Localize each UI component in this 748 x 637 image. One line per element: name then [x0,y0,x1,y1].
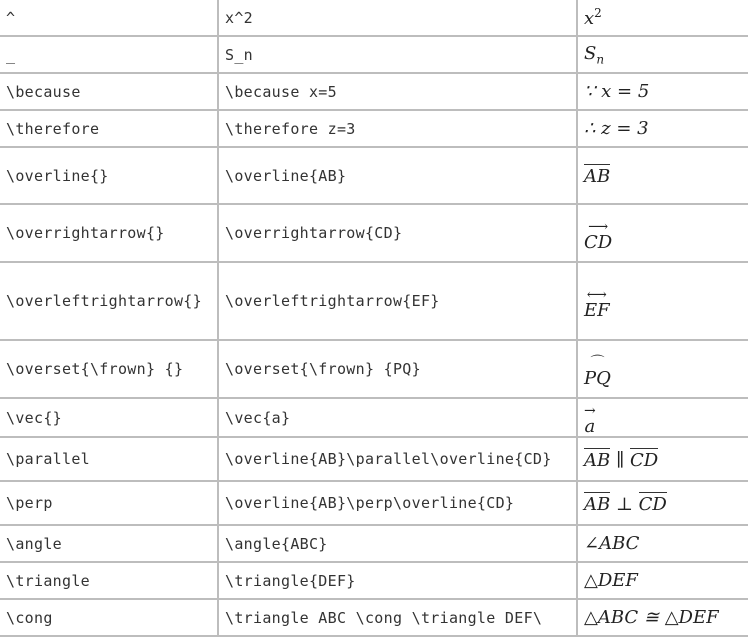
command-cell: \overrightarrow{} [0,205,217,261]
table-row [0,0,748,35]
command-cell: _ [0,37,217,72]
command-cell: \perp [0,482,217,524]
accent-mark: ⟶ [588,218,609,235]
example-code-cell: \overleftrightarrow{EF} [219,263,576,339]
rendered-result-cell [578,438,748,480]
rendered-result-cell [578,263,748,339]
table-row [0,263,748,339]
accent-mark: → [584,403,596,419]
example-code-cell: x^2 [219,0,576,35]
overlined-text: AB [584,493,611,515]
accented-text [584,220,612,252]
example-code-cell: \triangle ABC \cong \triangle DEF\ [219,600,576,635]
table-row [0,37,748,72]
command-cell: \triangle [0,563,217,598]
table-row [0,205,748,261]
rendered-result-cell [578,111,748,146]
accent-base: CD [584,231,613,253]
overlined-text: AB [584,449,611,471]
command-cell: \overline{} [0,148,217,203]
command-cell: ^ [0,0,217,35]
table-row [0,563,748,598]
command-cell: \overset{\frown} {} [0,341,217,397]
example-code-cell: \overline{AB} [219,148,576,203]
example-code-cell: \vec{a} [219,399,576,436]
math-text: ∴ z = 3 [584,118,649,139]
accented-text [584,404,596,436]
math-base: S [584,42,597,64]
math-subscript: n [596,52,605,67]
rendered-result-cell [578,148,748,203]
table-row [0,399,748,436]
rendered-result-cell [578,205,748,261]
math-text: △ABC ≅ △DEF [584,607,719,628]
rendered-result-cell [578,600,748,635]
command-cell: \vec{} [0,399,217,436]
overlined-text: CD [638,493,667,515]
rendered-result-cell [578,37,748,72]
example-code-cell: \because x=5 [219,74,576,109]
accent-base: a [584,416,596,436]
command-cell: \angle [0,526,217,561]
command-cell: \parallel [0,438,217,480]
rendered-result-cell [578,563,748,598]
table-row [0,74,748,109]
example-code-cell: \overrightarrow{CD} [219,205,576,261]
math-text: ∵ x = 5 [584,81,650,102]
example-code-cell: \triangle{DEF} [219,563,576,598]
rendered-result-cell [578,0,748,35]
accent-base: EF [584,299,610,321]
rendered-result-cell [578,526,748,561]
example-code-cell: \overset{\frown} {PQ} [219,341,576,397]
relation-operator: ∥ [610,449,630,471]
table-row [0,438,748,480]
example-code-cell: \overline{AB}\parallel\overline{CD} [219,438,576,480]
overlined-text: CD [630,449,659,471]
table-row [0,148,748,203]
table-row [0,111,748,146]
command-cell: \cong [0,600,217,635]
example-code-cell: \angle{ABC} [219,526,576,561]
math-text: △DEF [584,570,638,591]
table-row [0,600,748,635]
rendered-result-cell [578,341,748,397]
table-row [0,482,748,524]
table-row [0,341,748,397]
rendered-result-cell [578,482,748,524]
example-code-cell: S_n [219,37,576,72]
math-superscript: 2 [594,6,602,20]
table-row [0,526,748,561]
accent-mark: ⌒ [590,354,605,371]
rendered-result-cell [578,74,748,109]
accented-text [584,356,611,388]
rendered-result-cell [578,399,748,436]
command-cell: \overleftrightarrow{} [0,263,217,339]
command-cell: \because [0,74,217,109]
example-code-cell: \therefore z=3 [219,111,576,146]
relation-operator: ⊥ [610,493,639,515]
accent-mark: ⟷ [586,286,607,303]
example-code-cell: \overline{AB}\perp\overline{CD} [219,482,576,524]
accented-text [584,288,610,320]
math-base: x [584,8,595,29]
math-text: ∠ABC [584,533,640,554]
overlined-text: AB [584,166,611,187]
command-cell: \therefore [0,111,217,146]
accent-base: PQ [584,367,611,389]
